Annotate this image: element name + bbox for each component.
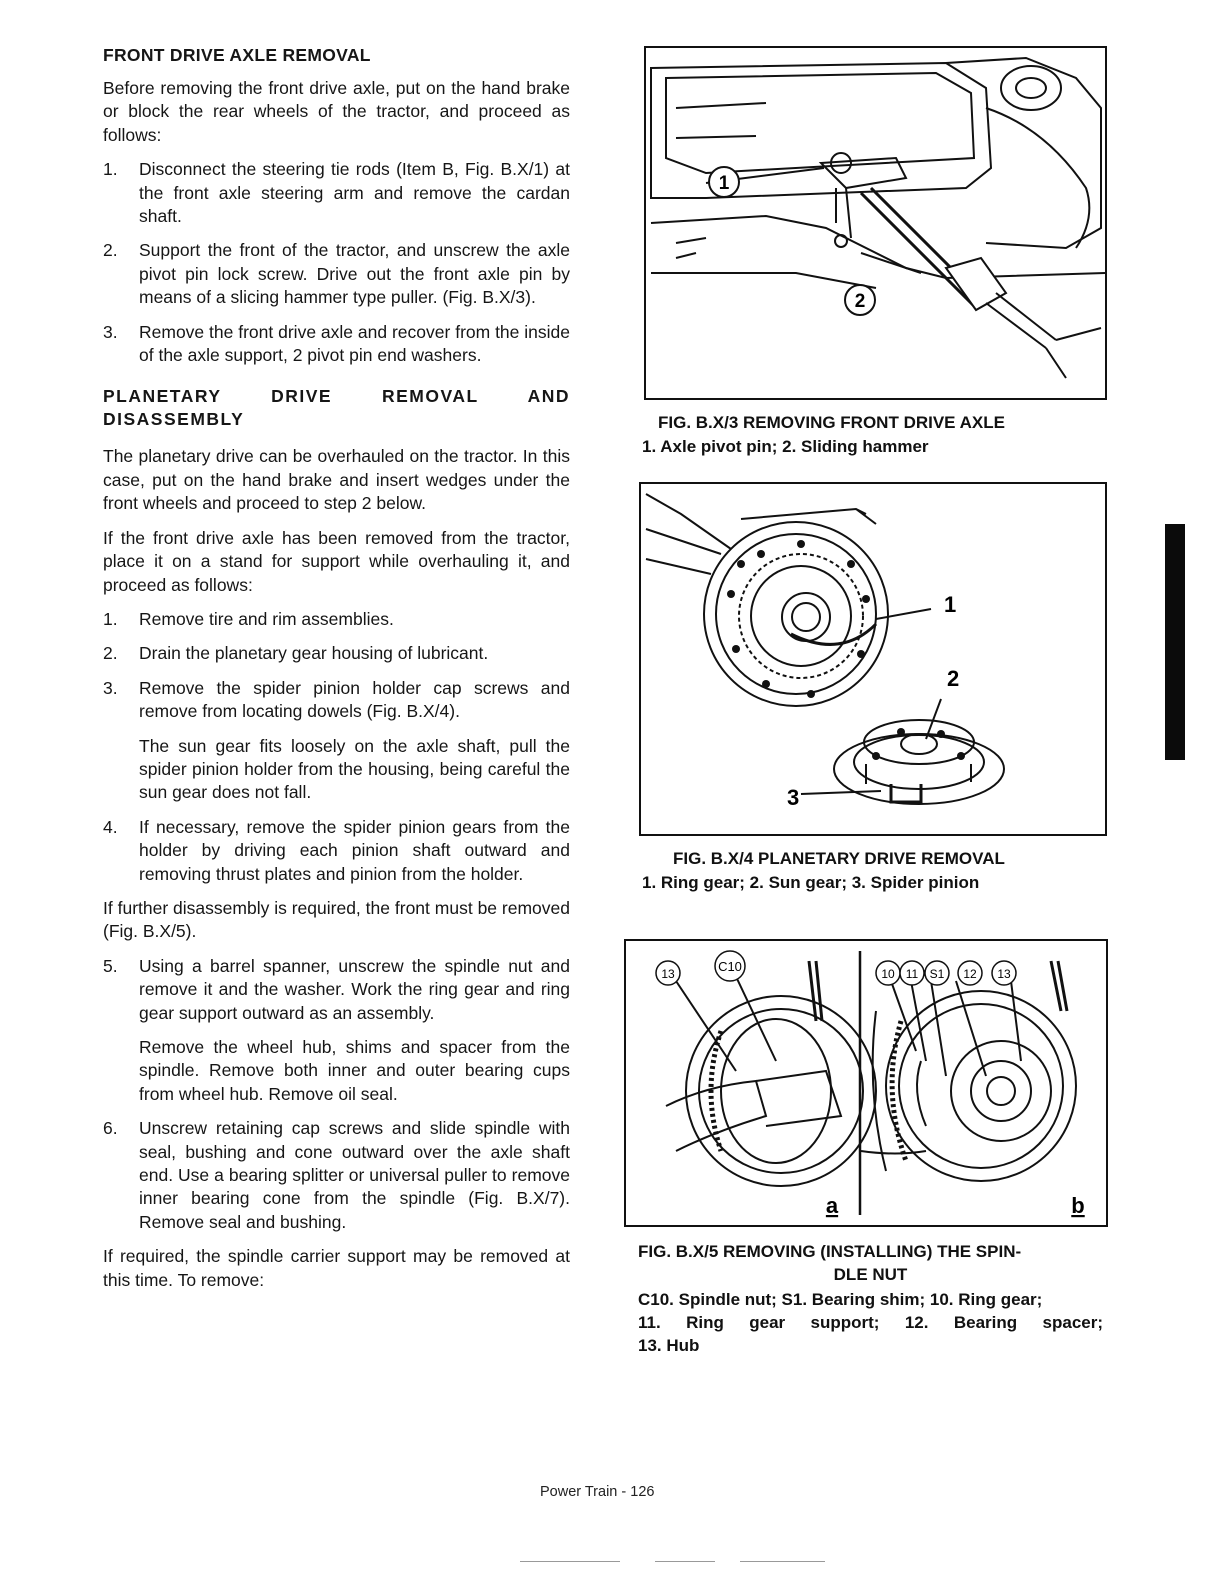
figure-caption xyxy=(638,1240,1103,1286)
list-text: Remove tire and rim assemblies. xyxy=(139,608,394,629)
callout-marker xyxy=(900,961,924,985)
figure-legend xyxy=(638,1288,1103,1357)
list-item xyxy=(103,677,570,724)
list-number: 1. xyxy=(103,608,118,629)
list-number: 6. xyxy=(103,1118,118,1139)
figure-title: FIG. B.X/5 REMOVING (INSTALLING) THE SPIN- xyxy=(638,1242,1022,1261)
spindle-illustration xyxy=(626,941,1106,1225)
paragraph-hub: Remove the wheel hub, shims and spacer from the spindle. Remove both inner and outer bearing cups from wheel hub. Remove oil seal. xyxy=(139,1037,570,1104)
figure-title: FIG. B.X/4 PLANETARY DRIVE REMOVAL xyxy=(673,849,1005,868)
paragraph-if-removed: If the front drive axle has been removed from the tractor, place it on a stand for support while overhauling it, and proceed as follows: xyxy=(103,527,570,595)
callout-marker xyxy=(992,961,1016,985)
list-number: 4. xyxy=(103,816,118,837)
heading-axle-removal: FRONT DRIVE AXLE REMOVAL xyxy=(103,45,371,65)
list-item xyxy=(103,642,570,665)
callout-marker xyxy=(715,951,745,981)
divider xyxy=(520,1561,620,1562)
list-text: Remove the front drive axle and recover from the inside of the axle support, 2 pivot pin end washers. xyxy=(139,321,570,366)
list-text: Remove the spider pinion holder cap screws and remove from locating dowels (Fig. B.X/4). xyxy=(139,677,570,722)
divider xyxy=(740,1561,825,1562)
panel-label-b: b xyxy=(1071,1193,1085,1218)
planetary-illustration xyxy=(641,484,1105,834)
list-text: Using a barrel spanner, unscrew the spindle nut and remove it and the washer. Work the ring gear and ring gear support outward as an assembly. xyxy=(139,955,570,1023)
list-item xyxy=(103,608,570,631)
list-text: If necessary, remove the spider pinion gears from the holder by driving each pinion shaft outward and removing thrust plates and pinion from the holder. xyxy=(139,816,570,884)
figure-planetary-drive-removal xyxy=(639,482,1107,836)
list-text: Drain the planetary gear housing of lubricant. xyxy=(139,643,489,664)
callout-label: 3 xyxy=(787,785,800,810)
figure-legend xyxy=(642,435,1102,458)
heading-planetary-cont: DISASSEMBLY xyxy=(103,409,245,430)
list-number: 3. xyxy=(103,321,118,342)
callout-marker xyxy=(656,961,680,985)
figure-legend xyxy=(642,871,1102,894)
callout-label: 12 xyxy=(963,967,977,981)
legend-text: 11. Ring gear support; 12. Bearing spacer; xyxy=(638,1313,1103,1332)
list-number: 1. xyxy=(103,159,118,180)
heading-planetary: PLANETARY DRIVE REMOVAL AND xyxy=(103,386,570,407)
figure-spindle-nut xyxy=(624,939,1108,1227)
page-footer: Power Train - 126 xyxy=(540,1484,655,1500)
list-item xyxy=(103,239,570,309)
list-text: Unscrew retaining cap screws and slide spindle with seal, bushing and cone outward over the axle shaft end. Use a bearing splitter or universal puller to remove inner bearing cone from the spindle (Fig. B.X/7). Remove seal and bushing. xyxy=(139,1118,570,1232)
legend-text: C10. Spindle nut; S1. Bearing shim; 10. Ring gear; xyxy=(638,1290,1043,1309)
callout-label: 1 xyxy=(718,173,730,194)
callout-label: 10 xyxy=(881,967,895,981)
paragraph-sun-gear: The sun gear fits loosely on the axle shaft, pull the spider pinion holder from the housing, being careful the sun gear does not fall. xyxy=(139,735,570,803)
paragraph-before: Before removing the front drive axle, put on the hand brake or block the rear wheels of the tractor, and proceed as follows: xyxy=(103,78,570,145)
callout-marker xyxy=(709,167,739,197)
list-item xyxy=(103,158,570,228)
panel-label-a: a xyxy=(825,1193,839,1218)
list-item xyxy=(103,816,570,886)
callout-label: 2 xyxy=(854,291,866,312)
list-text: Disconnect the steering tie rods (Item B, Fig. B.X/1) at the front axle steering arm and remove the cardan shaft. xyxy=(139,159,570,227)
callout-label: 1 xyxy=(944,592,957,617)
list-item xyxy=(103,955,570,1025)
list-number: 5. xyxy=(103,955,118,976)
figure-title: FIG. B.X/3 REMOVING FRONT DRIVE AXLE xyxy=(658,413,1005,432)
figure-removing-front-axle xyxy=(644,46,1107,400)
figure-caption xyxy=(658,411,1098,434)
text-column xyxy=(103,44,570,1303)
paragraph-overhaul: The planetary drive can be overhauled on the tractor. In this case, put on the hand brake and insert wedges under the front wheels and proceed to step 2 below. xyxy=(103,446,570,514)
callout-marker xyxy=(876,961,900,985)
figure-caption xyxy=(673,847,1093,870)
legend-text: 13. Hub xyxy=(638,1336,700,1355)
divider xyxy=(655,1561,715,1562)
callout-label: 13 xyxy=(997,967,1011,981)
callout-marker xyxy=(845,285,875,315)
paragraph-carrier: If required, the spindle carrier support may be removed at this time. To remove: xyxy=(103,1246,570,1290)
list-number: 2. xyxy=(103,643,118,664)
legend-text: 1. Axle pivot pin; 2. Sliding hammer xyxy=(642,437,929,456)
callout-label: 13 xyxy=(661,967,675,981)
list-item xyxy=(103,1117,570,1234)
list-text: Support the front of the tractor, and unscrew the axle pivot pin lock screw. Drive out the front axle pin by means of a slicing hammer type puller. (Fig. B.X/3). xyxy=(139,240,570,308)
callout-label: S1 xyxy=(929,967,945,981)
axle-illustration xyxy=(646,48,1105,398)
list-item xyxy=(103,321,570,368)
list-number: 3. xyxy=(103,677,118,698)
callout-label: 11 xyxy=(905,967,919,981)
figure-title-cont: DLE NUT xyxy=(833,1265,908,1284)
list-number: 2. xyxy=(103,240,118,261)
callout-marker xyxy=(925,961,949,985)
section-tab-marker xyxy=(1165,524,1185,760)
paragraph-further: If further disassembly is required, the front must be removed (Fig. B.X/5). xyxy=(103,897,570,942)
callout-label: 2 xyxy=(947,666,960,691)
callout-marker xyxy=(958,961,982,985)
callout-label: C10 xyxy=(718,959,742,974)
legend-text: 1. Ring gear; 2. Sun gear; 3. Spider pinion xyxy=(642,873,980,892)
